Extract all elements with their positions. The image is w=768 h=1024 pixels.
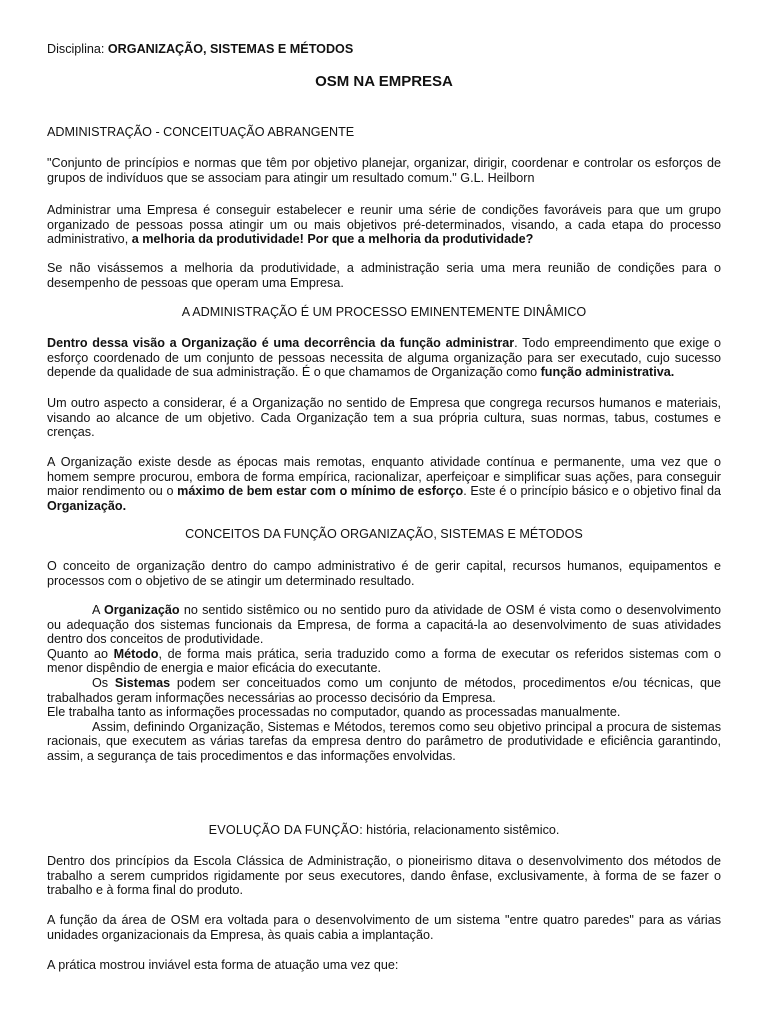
paragraph-informacoes: Ele trabalha tanto as informações processadas no computador, quando as processadas manualmente. (47, 705, 621, 720)
paragraph-text: Assim, definindo Organização, Sistemas e Métodos, teremos como seu objetivo principal a procura de sistemas racionais, que executem as várias tarefas da empresa dentro do parâmetro de produtividade e eficiência garantindo, assim, a segurança de tais procedimentos e das informações envolvidas. (47, 719, 721, 763)
paragraph-produtividade: Se não visássemos a melhoria da produtividade, a administração seria uma mera reunião de condições para o desempenho de pessoas que operam uma Empresa. (47, 261, 721, 290)
paragraph-text: A Organização existe desde as épocas mais remotas, enquanto atividade contínua e permanente, uma vez que o homem sempre procurou, embora de forma empírica, racionalizar, aperfeiçoar e simplificar suas ações, para conseguir maior rendimento ou o (47, 455, 721, 499)
discipline-line (47, 42, 721, 57)
paragraph-outro-aspecto: Um outro aspecto a considerar, é a Organização no sentido de Empresa que congrega recursos humanos e materiais, visando ao alcance de um objetivo. Cada Organização tem a sua própria cultura, suas normas, tabus, costumes e crenças. (47, 396, 721, 440)
paragraph-text: . Todo empreendimento que exige o esforço coordenado de um conjunto de pessoas necessita de alguma organização para ser executado, cujo sucesso depende da qualidade de sua administração. É o que chamamos de Organização como (47, 336, 721, 380)
section-heading-evolucao (47, 823, 721, 838)
paragraph-definindo-osm (47, 720, 721, 764)
paragraph-organizacao-sistemica (47, 603, 721, 647)
paragraph-text: Quanto ao (47, 646, 114, 661)
section-heading-conceitos-osm: CONCEITOS DA FUNÇÃO ORGANIZAÇÃO, SISTEMAS E MÉTODOS (185, 527, 583, 541)
paragraph-bold-text: função administrativa. (540, 365, 675, 380)
paragraph-conceito-organizacao: O conceito de organização dentro do campo administrativo é de gerir capital, recursos humanos, equipamentos e processos com o objetivo de se atingir um determinado resultado. (47, 559, 721, 588)
paragraph-bold-text: a melhoria da produtividade! Por que a melhoria da produtividade? (131, 232, 534, 247)
section-heading-text: EVOLUÇÃO DA FUNÇÃO (208, 823, 360, 837)
paragraph-escola-classica: Dentro dos princípios da Escola Clássica de Administração, o pioneirismo ditava o desenvolvimento dos métodos de trabalho a serem cumpridos rigidamente por seus executores, dando ênfase, exclusivamente, à forma de se fazer o trabalho e à forma final do produto. (47, 854, 721, 898)
section-heading-processo-dinamico: A ADMINISTRAÇÃO É UM PROCESSO EMINENTEMENTE DINÂMICO (181, 305, 587, 319)
paragraph-metodo (47, 647, 721, 676)
paragraph-sistemas (47, 676, 721, 705)
paragraph-text: no sentido sistêmico ou no sentido puro da atividade de OSM é vista como o desenvolvimento ou adequação dos sistemas funcionais da Empresa, de forma a capacitá-la ao desenvolvimento de suas atividades dentro dos conceitos de produtividade. (47, 603, 721, 647)
page-title: OSM NA EMPRESA (315, 73, 453, 90)
paragraph-administrar (47, 203, 721, 247)
discipline-label: Disciplina: (47, 42, 108, 56)
paragraph-organizacao-existe (47, 455, 721, 513)
discipline-name: ORGANIZAÇÃO, SISTEMAS E MÉTODOS (107, 42, 354, 56)
paragraph-bold-text: máximo de bem estar com o mínimo de esforço (177, 484, 464, 499)
paragraph-text: podem ser conceituados como um conjunto de métodos, procedimentos e/ou técnicas, que trabalhados geram informações necessárias ao processo decisório da Empresa. (47, 675, 722, 705)
paragraph-pratica: A prática mostrou inviável esta forma de atuação uma vez que: (47, 958, 399, 972)
paragraph-heilborn-quote: "Conjunto de princípios e normas que têm por objetivo planejar, organizar, dirigir, coordenar e controlar os esforços de grupos de indivíduos que se associam para atingir um resultado comum." G.L. Heilborn (47, 156, 721, 185)
paragraph-funcao-osm: A função da área de OSM era voltada para o desenvolvimento de um sistema "entre quatro paredes" para as várias unidades organizacionais da Empresa, às quais cabia a implantação. (47, 913, 721, 942)
paragraph-text: Os (92, 675, 115, 690)
osm-definitions-block (47, 603, 721, 764)
paragraph-bold-text: Dentro dessa visão a Organização é uma decorrência da função administrar (47, 336, 515, 350)
paragraph-text: . Este é o princípio básico e o objetivo final da (463, 484, 721, 499)
paragraph-bold-text: Sistemas (114, 675, 171, 690)
paragraph-bold-text: Método (113, 646, 159, 661)
paragraph-text: A (92, 603, 104, 617)
paragraph-bold-text: Organização (103, 603, 180, 617)
paragraph-text: , de forma mais prática, seria traduzido como a forma de executar os referidos sistemas com o menor dispêndio de energia e maior eficácia do executante. (47, 646, 721, 676)
paragraph-text: Administrar uma Empresa é conseguir estabelecer e reunir uma série de condições favoráveis para que um grupo organizado de pessoas possa atingir um ou mais objetivos pré-determinados, visando, a cada etapa do processo administrativo, (47, 203, 721, 247)
paragraph-bold-text: Organização. (47, 498, 127, 513)
section-heading-subtitle: : história, relacionamento sistêmico. (359, 823, 560, 837)
section-heading-administracao: ADMINISTRAÇÃO - CONCEITUAÇÃO ABRANGENTE (47, 125, 355, 139)
paragraph-visao-organizacao (47, 336, 721, 380)
